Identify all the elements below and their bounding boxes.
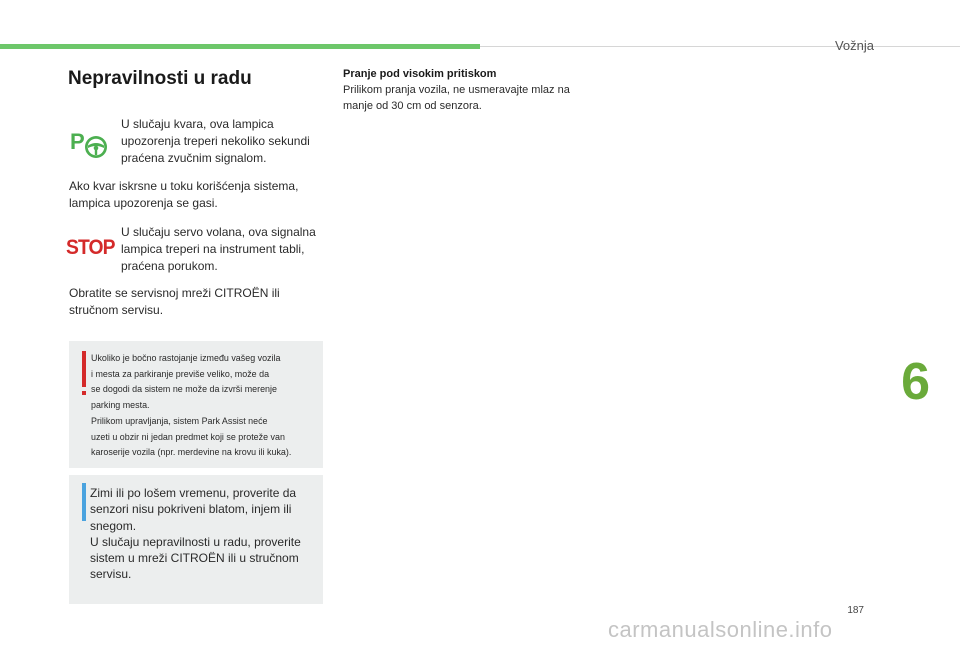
header-divider [480, 46, 960, 47]
header-accent-bar [0, 44, 480, 49]
svg-text:P: P [70, 129, 85, 154]
page-number: 187 [847, 605, 864, 616]
warning-box-text: Ukoliko je bočno rastojanje između vašeg vozila i mesta za parkiranje previše veliko, može da se dogodi da sistem ne može da izvrši merenje parking mesta. Prilikom upravljanja, sistem Park Assist neće uzeti u obzir ni jedan predmet koji se proteže van karoserije vozila (npr. merdevine na krovu ili kuka). [91, 353, 292, 459]
info-icon [82, 487, 86, 521]
park-assist-steering-wheel-icon [70, 125, 110, 161]
watermark: carmanualsonline.info [608, 617, 833, 642]
stop-icon: STOP [66, 236, 115, 259]
lamp-off-note: Ako kvar iskrsne u toku korišćenja sistema, lampica upozorenja se gasi. [69, 179, 299, 210]
stop-lamp-description: U slučaju servo volana, ova signalna lampica treperi na instrument tabli, praćena porukom. [121, 225, 316, 273]
high-pressure-wash-text: Prilikom pranja vozila, ne usmeravajte mlaz na manje od 30 cm od senzora. [343, 84, 570, 112]
warning-lamp-description: U slučaju kvara, ova lampica upozorenja treperi nekoliko sekundi praćena zvučnim signalom. [121, 117, 310, 165]
chapter-title: Vožnja [834, 38, 874, 53]
info-box [69, 475, 323, 604]
exclamation-dot [82, 391, 86, 395]
section-title: Nepravilnosti u radu [68, 68, 252, 89]
high-pressure-wash-title: Pranje pod visokim pritiskom [343, 68, 497, 80]
warning-box [69, 341, 323, 468]
exclamation-icon [82, 351, 86, 387]
chapter-tab-number: 6 [901, 353, 930, 411]
info-box-text: Zimi ili po lošem vremenu, proverite da senzori nisu pokriveni blatom, injem ili snegom. U slučaju nepravilnosti u radu, proverite sistem u mreži CITROËN ili u stručnom servisu. [90, 486, 301, 582]
service-contact-note: Obratite se servisnoj mreži CITROËN ili stručnom servisu. [69, 286, 280, 317]
